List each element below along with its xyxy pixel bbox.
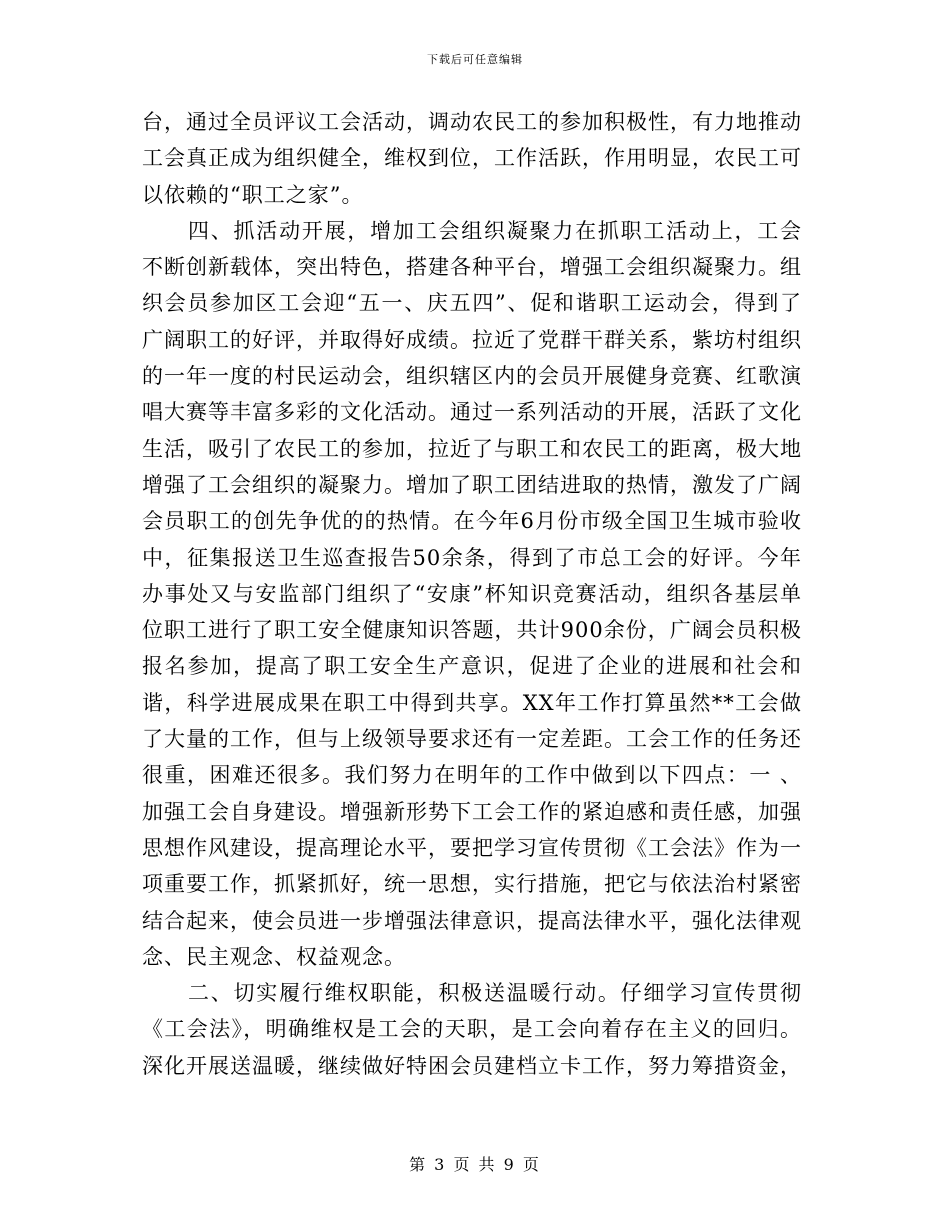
paragraph-activities: 四、抓活动开展，增加工会组织凝聚力在抓职工活动上，工会不断创新载体，突出特色，搭建各种平台，增强工会组织凝聚力。组织会员参加区工会迎“五一、庆五四”、促和谐职工运动会，得到了广阔职工的好评，并取得好成绩。拉近了党群干群关系，紫坊村组织的一年一度的村民运动会，组织辖区内的会员开展健身竞赛、红歌演唱大赛等丰富多彩的文化活动。通过一系列活动的开展，活跃了文化生活，吸引了农民工的参加，拉近了与职工和农民工的距离，极大地增强了工会组织的凝聚力。增加了职工团结进取的热情，激发了广阔会员职工的创先争优的的热情。在今年6月份市级全国卫生城市验收中，征集报送卫生巡查报告50余条，得到了市总工会的好评。今年办事处又与安监部门组织了“安康”杯知识竞赛活动，组织各基层单位职工进行了职工安全健康知识答题，共计900余份，广阔会员积极报名参加，提高了职工安全生产意识，促进了企业的进展和社会和谐，科学进展成果在职工中得到共享。XX年工作打算虽然**工会做了大量的工作，但与上级领导要求还有一定差距。工会工作的任务还很重，困难还很多。我们努力在明年的工作中做到以下四点：一 、加强工会自身建设。增强新形势下工会工作的紧迫感和责任感，加强思想作风建设，提高理论水平，要把学习宣传贯彻《工会法》作为一项重要工作，抓紧抓好，统一思想，实行措施，把它与依法治村紧密结合起来，使会员进一步增强法律意识，提高法律水平，强化法律观念、民主观念、权益观念。: [142, 218, 802, 969]
page-header: 下载后可任意编辑: [427, 53, 523, 66]
paragraph-continuation: 台，通过全员评议工会活动，调动农民工的参加积极性，有力地推动工会真正成为组织健全，维权到位，工作活跃，作用明显，农民工可以依赖的“职工之家”。: [142, 110, 802, 207]
document-body: [142, 104, 802, 1084]
paragraph-rights: 二、切实履行维权职能，积极送温暖行动。仔细学习宣传贯彻《工会法》，明确维权是工会的天职，是工会向着存在主义的回归。深化开展送温暖，继续做好特困会员建档立卡工作，努力筹措资金，: [142, 981, 802, 1078]
page-number: 第 3 页 共 9 页: [409, 1155, 541, 1174]
